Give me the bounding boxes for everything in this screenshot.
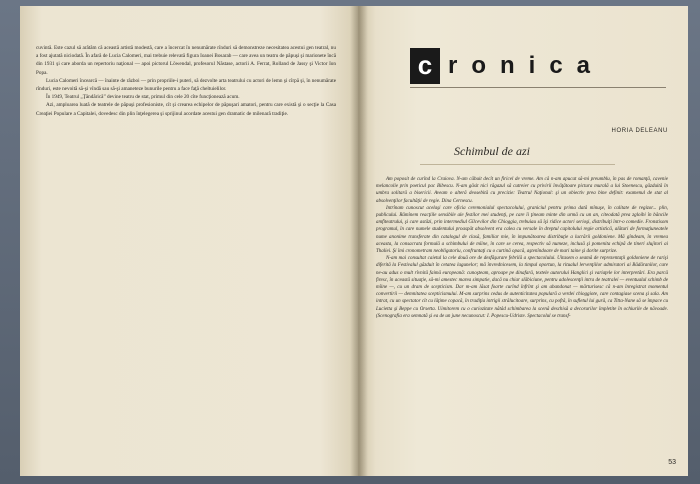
book-gutter <box>350 6 368 476</box>
article-title: Schimbul de azi <box>454 144 530 158</box>
right-page <box>358 6 688 476</box>
left-paragraph: cuvintă. Este cazul să arătăm că această artistă modestă, care a încercat în nenumărate rînduri să demonstreze necesitatea acestui gen teatral, nu a fost ajutată niciodată. În afară de Lucia Calomeri, mai trebuie relevată figura Ioanei Bosarab — care avea un teatru de păpuşi şi marionete încă din 1931 şi care aborda un repertoriu naţional — apoi pictorul Löwendal, profesorul Năstase, actorii A. Ferrat, Rolland de Jassy şi Victor Ion Popa. <box>36 45 336 76</box>
article-body <box>376 176 668 320</box>
title-underline <box>420 164 615 165</box>
header-first-letter: c <box>410 48 440 84</box>
author-name: HORIA DELEANU <box>611 128 668 134</box>
left-page <box>20 6 358 476</box>
section-header <box>410 48 666 86</box>
article-paragraph: Intrînam cunoscut acelaşi care oficia ceremonialul spectacolului, graniciul pentru prima dată mînuşe, în calitate de regizor... plin, publicului. Rămînem reacţiile sensibile ale festilor mei studenţi, pe care îi ţineam minte din urmă cu un an, citeodată prea zgloibi în băncile amfiteatrului, şi care astăzi, prin intermediul Gîlcevilor din Chioggia, trebuiau să îşi ridice actori serioşi, distribuiţi într-o comedie. Fronstisom programul, în care numele studentului proaspăt absolvent era calea cu versale în dreptul capitolului regie artistică, alături de formaţiuneatele nume anonime transferate din catalogul de clasă, familiar mie, în impunătoarea distribuţie a lucrării goldoniene. Mă gîndeam, în vremea aceasta, la consacrata formulă a schimbului de mîine, în care se cerea, respectiv să numeze, inclusă şi pomenita echipă de tineri slujitori ai Thaliei. Şi îmi cronometram neobligatoriu, confruntaţi cu o curtină opacă, aştenîndoare de mari taine şi dorite surprize. <box>376 205 668 255</box>
left-paragraph: Azi, amploarea luată de teatrele de păpuşi profesioniste, cît şi crearea echipelor de păpuşari amatori, pentru care există şi o secţie la Casa Creaţiei Populare a Capitalei, dovedesc din plin înţelegerea şi sprijinul acordate acestui gen dramatic de milenară tradiţie. <box>36 102 336 117</box>
left-paragraph: Lucia Calomeri încearcă — înainte de război — prin propriile-i puteri, să dezvolte arta teatrului cu actori de lemn şi cîrpă şi, în nenumărate rînduri, este nevoită să-şi vîndă sau să-şi amaneteze bunurile pentru a face faţă cheltuielilor. <box>36 77 336 93</box>
page-number: 53 <box>668 459 676 466</box>
header-rule <box>410 87 666 88</box>
article-paragraph: N-am mai consultat caietul la cele două ore de desfăşurare febrilă a spectacolului. Uitasem o seamă de reprezentaţii goldoniene de rarişi diferită la Festivalul găzduit în cetatea lagunelor; mă învrednicesem, la timpul oportun, la ritualul lervenţiilor admiratori ai Bădăranilor, care ne-au adus o mult rîvnită faimă europeană: cunoşteam, aproape pe dinafară, textele autorului Hanglici şi variaţele lor interpretări. Era parcă firesc, în această situaţie, să-mi amestec marea simpatie, dacă nu chiar slăbiciune, pentru adolescenţii intra de teatralei — eventualul schimb de mîine —, cu un dram de scepticism. Dar m-am lăsat foarte curînd înfrînt şi am abandonat — mărturisesc că n-am înregistrat momentul convertirii — demnitatea scepticismului. M-am surprins cedus de autenticitatea populară a verdei chioggiote, care contagiase scena şi sala. Am intrat, cu un spectator cît cu lăţime copacă, în tradiţia intrigii strălucitoare, surprins, cu poftă, în sufletul lui gură, ca Titta-Nane să se împace cu Lucietta şi Beppe cu Orsetta. Uimitorem cu o curiozitate nătâd schimbarea la scenă deschisă a decorurilor împletite în ochiurile de năvoade. (Scenografia era semnată şi ea de un june necunoscut: I. Popescu-Udriste. Spectacolul se transf- <box>376 256 668 319</box>
article-paragraph: Am poposit de curînd la Craiova. N-am căbuit decît un firicel de vreme. Am că n-am apucat să-mi preumblu, în pas de romanţă, cavenie melancolie prin poeticul pac Bibescu. N-am găsit nici răgazul să cutreier cu privirii învăţătoare pictura murală a lui Stoenescu, găzduită în umbra solitară a bisericii. Aveam o alteră deosebită cu precizie: Teatrul Naţional: şi un obiectiv prea bine definit: examenul de stat al absolvenţilor facultăţii de regie. Dina Cernescu. <box>376 177 668 204</box>
left-paragraph: În 1949, Teatrul „Ţăndărică” devine teatru de stat, primul din cele 20 cîte funcţionează acum. <box>46 94 240 101</box>
header-word: ronica <box>448 52 605 79</box>
left-page-text <box>36 44 336 118</box>
